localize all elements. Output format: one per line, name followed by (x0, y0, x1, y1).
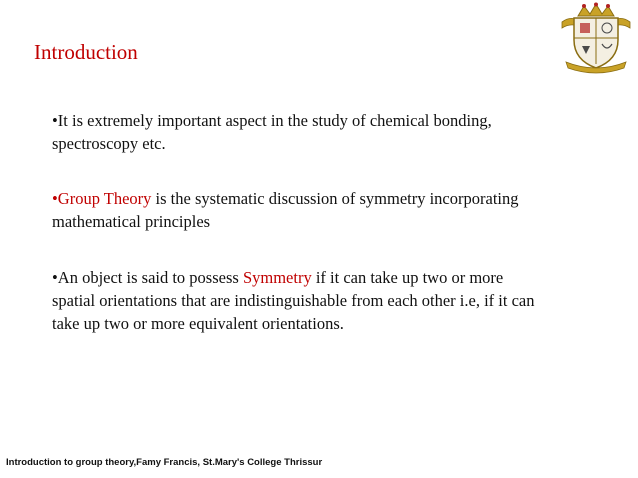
bullet-marker: • (52, 111, 58, 130)
bullet-line: spatial orientations that are indistinguishable from each other i.e, if it can (52, 291, 535, 310)
highlight-term: Group Theory (57, 189, 152, 208)
bullet-text: is the systematic discussion of symmetry incorporating (151, 189, 519, 208)
bullet-line (52, 266, 534, 289)
bullet-item (52, 109, 492, 155)
bullet-line: spectroscopy etc. (52, 134, 166, 153)
bullet-line (52, 109, 492, 132)
bullet-item (52, 266, 534, 335)
bullet-line: take up two or more equivalent orientations. (52, 314, 344, 333)
bullet-marker: • (52, 268, 58, 287)
highlight-term: Symmetry (242, 268, 312, 287)
bullet-item (52, 187, 519, 233)
slide-title: Introduction (34, 40, 138, 64)
bullet-text: if it can take up two or more (311, 268, 504, 287)
bullet-text: It is extremely important aspect in the study of chemical bonding, (57, 111, 492, 130)
slide-footer: Introduction to group theory,Famy Francis, St.Mary's College Thrissur (6, 457, 323, 468)
bullet-marker: • (52, 189, 58, 208)
bullet-text: An object is said to possess (57, 268, 243, 287)
bullet-line: mathematical principles (52, 212, 211, 231)
crest-logo-icon (556, 2, 636, 74)
bullet-line (52, 187, 519, 210)
